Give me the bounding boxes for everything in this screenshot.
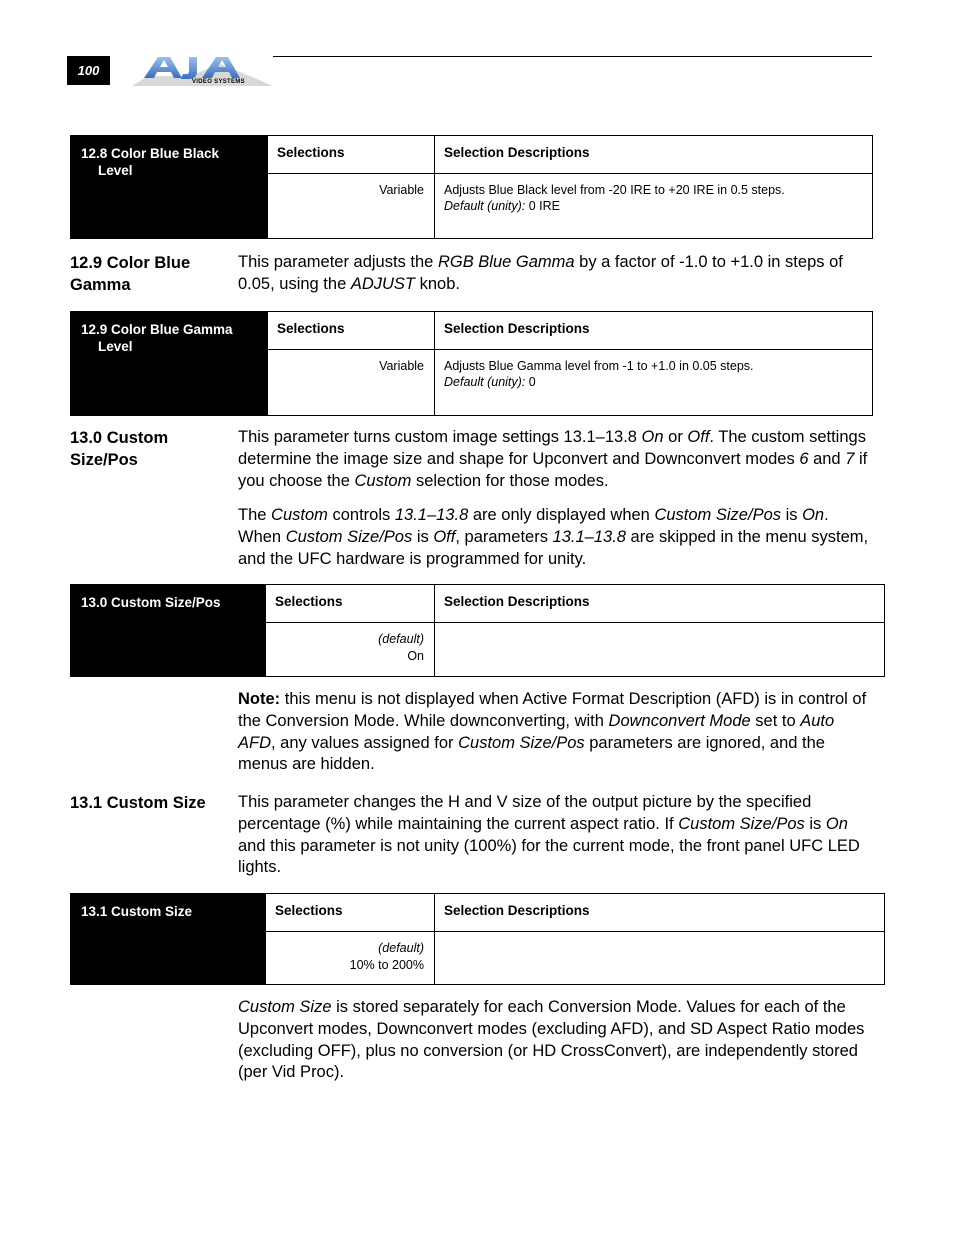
selection-cell: (default) 10% to 200% bbox=[266, 932, 435, 985]
page-number: 100 bbox=[67, 56, 110, 85]
header-rule bbox=[273, 56, 872, 57]
table-12-9 bbox=[70, 311, 873, 416]
description-cell bbox=[435, 932, 885, 985]
table-13-0 bbox=[70, 584, 885, 677]
logo-subtext: VIDEO SYSTEMS bbox=[192, 79, 245, 85]
col-descriptions: Selection Descriptions bbox=[435, 136, 873, 174]
table-label: 12.9 Color Blue Gamma Level bbox=[71, 312, 268, 416]
closing-paragraph: Custom Size is stored separately for each Conversion Mode. Values for each of the Upconvert modes, Downconvert modes (excluding AFD), and SD Aspect Ratio modes (excluding OFF), plus no conversion (or HD CrossConvert), are independently stored (per Vid Proc). bbox=[238, 998, 865, 1082]
section-heading-12-9: 12.9 Color Blue Gamma bbox=[70, 254, 191, 294]
paragraph-13-0-b: The Custom controls 13.1–13.8 are only displayed when Custom Size/Pos is On. When Custom Size/Pos is Off, parameters 13.1–13.8 are skipped in the menu system, and the UFC hardware is programmed for unity. bbox=[238, 506, 869, 568]
description-cell bbox=[435, 623, 885, 677]
col-selections: Selections bbox=[266, 585, 435, 623]
section-heading-13-0: 13.0 Custom Size/Pos bbox=[70, 429, 169, 469]
table-label: 13.0 Custom Size/Pos bbox=[71, 585, 266, 677]
table-label: 13.1 Custom Size bbox=[71, 894, 266, 985]
selection-cell: (default) On bbox=[266, 623, 435, 677]
paragraph-12-9: This parameter adjusts the RGB Blue Gamma by a factor of -1.0 to +1.0 in steps of 0.05, using the ADJUST knob. bbox=[238, 253, 843, 293]
table-label: 12.8 Color Blue Black Level bbox=[71, 136, 268, 239]
col-selections: Selections bbox=[268, 136, 435, 174]
selection-cell: Variable bbox=[268, 350, 435, 416]
paragraph-13-0-a: This parameter turns custom image settings 13.1–13.8 On or Off. The custom settings determine the image size and shape for Upconvert and Downconvert modes 6 and 7 if you choose the Custom selection for those modes. bbox=[238, 428, 868, 490]
description-cell: Adjusts Blue Gamma level from -1 to +1.0 in 0.05 steps. Default (unity): 0 bbox=[435, 350, 873, 416]
col-descriptions: Selection Descriptions bbox=[435, 894, 885, 932]
table-13-1 bbox=[70, 893, 885, 985]
table-12-8 bbox=[70, 135, 873, 239]
col-descriptions: Selection Descriptions bbox=[435, 585, 885, 623]
description-cell: Adjusts Blue Black level from -20 IRE to +20 IRE in 0.5 steps. Default (unity): 0 IRE bbox=[435, 174, 873, 239]
col-selections: Selections bbox=[266, 894, 435, 932]
col-selections: Selections bbox=[268, 312, 435, 350]
section-heading-13-1: 13.1 Custom Size bbox=[70, 794, 206, 812]
selection-cell: Variable bbox=[268, 174, 435, 239]
paragraph-13-1: This parameter changes the H and V size of the output picture by the specified percentage (%) while maintaining the current aspect ratio. If Custom Size/Pos is On and this parameter is not unity (100%) for the current mode, the front panel UFC LED lights. bbox=[238, 793, 860, 877]
col-descriptions: Selection Descriptions bbox=[435, 312, 873, 350]
note-paragraph: Note: this menu is not displayed when Active Format Description (AFD) is in control of the Conversion Mode. While downconverting, with Downconvert Mode set to Auto AFD, any values assigned for Custom Size/Pos parameters are ignored, and the menus are hidden. bbox=[238, 690, 867, 774]
